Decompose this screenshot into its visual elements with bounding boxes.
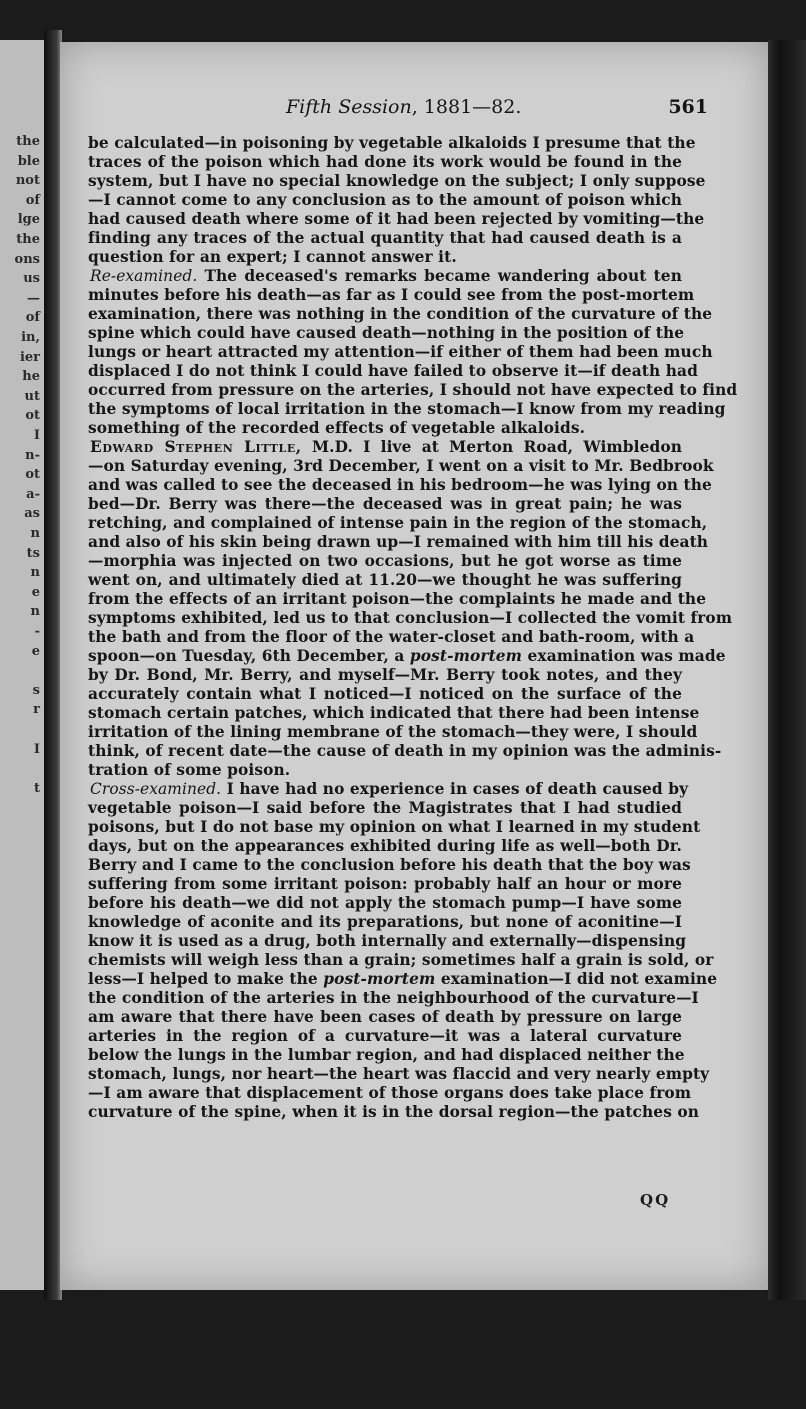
text-line: Berry and I came to the conclusion before his death that the boy was: [88, 856, 691, 874]
text-line: the condition of the arteries in the neighbourhood of the curvature—I: [88, 989, 699, 1007]
cross-examined-line: [88, 780, 689, 799]
page-body: [88, 134, 738, 1122]
text-line: [88, 970, 718, 989]
text-line: and also of his skin being drawn up—I remained with him till his death: [88, 533, 709, 551]
text-line: am aware that there have been cases of death by pressure on large: [88, 1008, 682, 1026]
facing-page-fragment: ts: [26, 545, 40, 561]
text-line: irritation of the lining membrane of the stomach—they were, I should: [88, 723, 698, 741]
facing-page-fragment: ot: [25, 467, 40, 483]
text-line: —I am aware that displacement of those organs does take place from: [88, 1084, 692, 1102]
facing-page-fragment: ons: [14, 251, 40, 267]
signature-mark: QQ: [640, 1191, 671, 1209]
text-line: below the lungs in the lumbar region, and had displaced neither the: [88, 1046, 685, 1064]
text-line: question for an expert; I cannot answer it.: [88, 248, 457, 266]
text-line: —I cannot come to any conclusion as to the amount of poison which: [88, 191, 682, 209]
facing-page-fragment: n-: [25, 447, 40, 463]
text-line: retching, and complained of intense pain in the region of the stomach,: [88, 514, 708, 532]
text-line: the bath and from the floor of the water-closet and bath-room, with a: [88, 628, 695, 646]
facing-page-fragment: lge: [17, 212, 40, 228]
facing-page-fragment: ut: [24, 388, 40, 404]
text-line: displaced I do not think I could have failed to observe it—if death had: [88, 362, 698, 380]
facing-page-fragment: I: [33, 741, 40, 757]
text-line: vegetable poison—I said before the Magistrates that I had studied: [88, 799, 682, 817]
facing-page-fragment: not: [15, 173, 40, 189]
facing-page-fragment: I: [33, 428, 40, 443]
facing-page-fragment: a-: [26, 486, 40, 502]
text-line: spine which could have caused death—nothing in the position of the: [88, 324, 685, 342]
facing-page-fragment: of: [25, 310, 40, 326]
text-line: —morphia was injected on two occasions, but he got worse as time: [88, 552, 682, 570]
text-line: before his death—we did not apply the stomach pump—I have some: [88, 894, 682, 912]
facing-page-fragment: —: [27, 290, 40, 306]
facing-page-fragment: n: [30, 565, 40, 581]
text-line: suffering from some irritant poison: probably half an hour or more: [88, 875, 682, 893]
text-line: curvature of the spine, when it is in the dorsal region—the patches on: [88, 1103, 700, 1121]
text-span: The deceased's remarks became wandering about ten: [204, 267, 682, 285]
text-line: tration of some poison.: [88, 761, 291, 779]
text-line: [88, 647, 726, 666]
facing-page-fragment: e: [31, 643, 40, 659]
text-line: traces of the poison which had done its work would be found in the: [88, 153, 682, 171]
page-stack-edge: [768, 40, 806, 1300]
facing-page-fragment: the: [16, 134, 40, 149]
cross-examined-label: Cross-examined.: [90, 780, 222, 798]
text-line: the symptoms of local irritation in the stomach—I know from my reading: [88, 400, 726, 418]
text-line: stomach certain patches, which indicated that there had been intense: [88, 704, 700, 722]
facing-page-fragment: n: [30, 604, 40, 620]
text-line: stomach, lungs, nor heart—the heart was flaccid and very nearly empty: [88, 1065, 710, 1083]
text-line: lungs or heart attracted my attention—if either of them had been much: [88, 343, 713, 361]
text-line: from the effects of an irritant poison—the complaints he made and the: [88, 590, 707, 608]
page-number: 561: [668, 96, 708, 118]
session-years: , 1881—82.: [411, 96, 522, 118]
running-title: [286, 96, 521, 118]
text-line: system, but I have no special knowledge on the subject; I only suppose: [88, 172, 706, 190]
text-span: examination—I did not examine: [440, 970, 718, 988]
witness-degree: M.D.: [311, 438, 353, 456]
facing-page-fragment: r: [33, 702, 40, 718]
text-line: days, but on the appearances exhibited during life as well—both Dr.: [88, 837, 682, 855]
text-line: —on Saturday evening, 3rd December, I went on a visit to Mr. Bedbrook: [88, 457, 714, 475]
text-span: spoon—on Tuesday, 6th December, a: [88, 647, 405, 665]
text-span: examination was made: [527, 647, 726, 665]
text-span: I have had no experience in cases of death caused by: [226, 780, 689, 798]
text-line: know it is used as a drug, both internally and externally—dispensing: [88, 932, 687, 950]
facing-page-fragment: ier: [19, 349, 40, 365]
text-line: knowledge of aconite and its preparations, but none of aconitine—I: [88, 913, 682, 931]
text-span: I live at Merton Road, Wimbledon: [363, 438, 682, 456]
facing-page-edge: [0, 40, 47, 1290]
text-line: poisons, but I do not base my opinion on what I learned in my student: [88, 818, 701, 836]
text-line: think, of recent date—the cause of death in my opinion was the adminis-: [88, 742, 722, 760]
text-line: symptoms exhibited, led us to that conclusion—I collected the vomit from: [88, 609, 733, 627]
text-line: examination, there was nothing in the condition of the curvature of the: [88, 305, 713, 323]
facing-page-fragment: he: [22, 369, 40, 385]
text-line: and was called to see the deceased in his bedroom—he was lying on the: [88, 476, 712, 494]
facing-page-fragment: as: [24, 506, 40, 522]
facing-page-fragment: s: [32, 682, 40, 698]
facing-page-fragment: -: [34, 624, 40, 639]
facing-page-fragment: us: [23, 271, 40, 287]
text-line: by Dr. Bond, Mr. Berry, and myself—Mr. Berry took notes, and they: [88, 666, 682, 684]
book-page: [60, 42, 768, 1290]
session-title: Fifth Session: [286, 96, 412, 118]
text-line: went on, and ultimately died at 11.20—we thought he was suffering: [88, 571, 682, 589]
italic-term: post-mortem: [323, 970, 436, 988]
text-line: chemists will weigh less than a grain; sometimes half a grain is sold, or: [88, 951, 714, 969]
witness-name: Edward Stephen Little,: [90, 438, 302, 456]
text-line: accurately contain what I noticed—I noticed on the surface of the: [88, 685, 682, 703]
facing-page-fragment: of: [25, 192, 40, 208]
text-line: finding any traces of the actual quantity that had caused death is a: [88, 229, 682, 247]
facing-page-fragment: the: [16, 232, 40, 247]
text-line: occurred from pressure on the arteries, I should not have expected to find: [88, 381, 738, 399]
re-examined-line: [88, 267, 682, 286]
facing-page-fragment: ot: [25, 408, 40, 424]
witness-line: [88, 438, 682, 457]
text-line: something of the recorded effects of vegetable alkaloids.: [88, 419, 586, 437]
text-line: be calculated—in poisoning by vegetable alkaloids I presume that the: [88, 134, 696, 152]
text-line: bed—Dr. Berry was there—the deceased was in great pain; he was: [88, 495, 682, 513]
text-line: arteries in the region of a curvature—it was a lateral curvature: [88, 1027, 682, 1045]
facing-page-fragment: n: [30, 526, 40, 541]
text-span: less—I helped to make the: [88, 970, 318, 988]
text-line: had caused death where some of it had been rejected by vomiting—the: [88, 210, 705, 228]
facing-page-fragment: in,: [21, 330, 40, 345]
re-examined-label: Re-examined.: [90, 267, 198, 285]
facing-page-fragment: t: [33, 780, 40, 796]
facing-page-fragment: ble: [17, 153, 40, 169]
facing-page-fragment: e: [31, 584, 40, 600]
running-header: [60, 96, 768, 118]
text-line: minutes before his death—as far as I could see from the post-mortem: [88, 286, 695, 304]
italic-term: post-mortem: [409, 647, 523, 665]
